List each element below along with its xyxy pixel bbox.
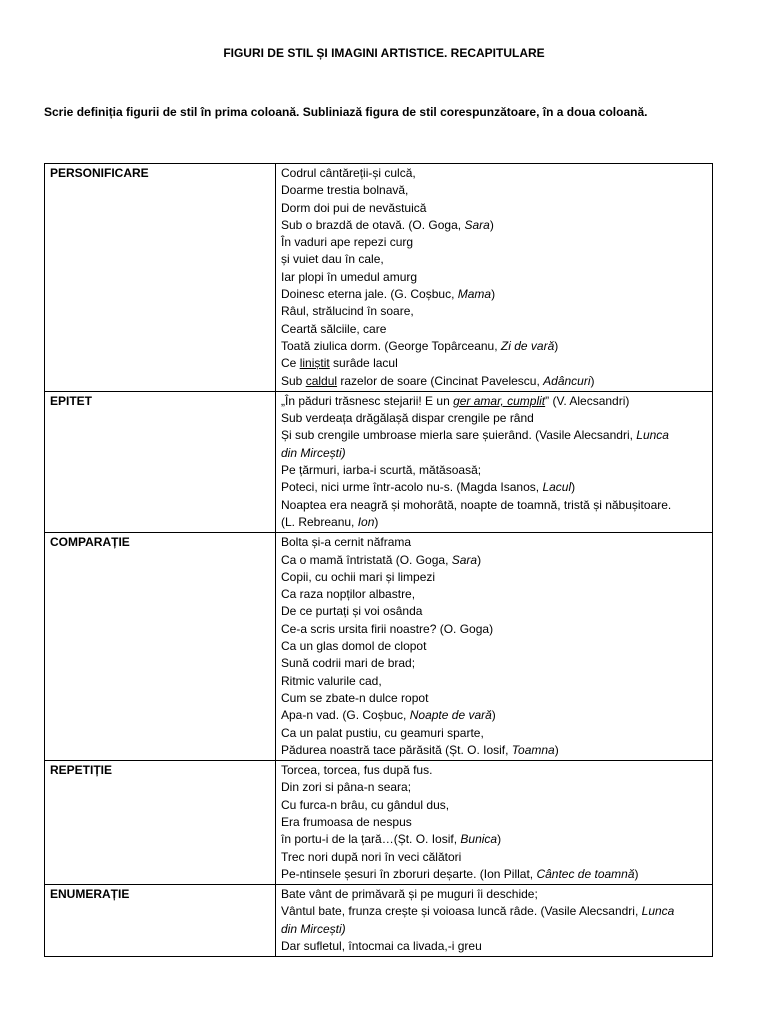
text-segment: De ce purtați și voi osânda xyxy=(281,604,423,619)
text-segment: ) xyxy=(489,217,494,232)
table-row xyxy=(45,164,713,392)
examples-cell xyxy=(276,391,713,532)
text-segment: Doinesc eterna jale. (G. Coșbuc, xyxy=(281,287,458,302)
example-line xyxy=(281,355,707,372)
example-line xyxy=(281,393,707,410)
styled-segment: Toamna xyxy=(511,742,555,757)
styled-segment: Adâncuri xyxy=(543,373,591,388)
text-segment: Codrul cântăreții-și culcă, xyxy=(281,166,416,180)
figures-table xyxy=(44,163,713,957)
example-line xyxy=(281,742,707,759)
text-segment: Sub xyxy=(281,373,306,388)
example-line xyxy=(281,814,707,831)
example-line xyxy=(281,338,707,355)
examples-cell xyxy=(276,164,713,392)
example-line xyxy=(281,797,707,814)
example-line xyxy=(281,725,707,742)
figure-term: EPITET xyxy=(45,391,276,532)
text-segment: Trec nori după nori în veci călători xyxy=(281,849,462,864)
text-segment: În vaduri ape repezi curg xyxy=(281,235,414,250)
example-line xyxy=(281,200,707,217)
example-line xyxy=(281,182,707,199)
example-line xyxy=(281,938,707,955)
example-line xyxy=(281,269,707,286)
example-line xyxy=(281,921,707,938)
example-line xyxy=(281,586,707,603)
text-segment: Doarme trestia bolnavă, xyxy=(281,183,409,198)
example-line xyxy=(281,462,707,479)
example-line xyxy=(281,886,707,903)
text-segment: Cum se zbate-n dulce ropot xyxy=(281,690,429,705)
text-segment: Toată ziulica dorm. (George Topârceanu, xyxy=(281,338,501,353)
example-line xyxy=(281,234,707,251)
figure-term: REPETIȚIE xyxy=(45,761,276,885)
instruction-text: Scrie definiția figurii de stil în prima coloană. Subliniază figura de stil corespunzătoare, în a doua coloană. xyxy=(44,105,648,119)
text-segment: (L. Rebreanu, xyxy=(281,514,358,529)
text-segment: Pe țărmuri, iarba-i scurtă, mătăsoasă; xyxy=(281,463,482,478)
styled-segment: Noapte de vară xyxy=(409,708,492,723)
text-segment: ) xyxy=(491,287,496,302)
text-segment: Noaptea era neagră și mohorâtă, noapte de toamnă, tristă și năbușitoare. xyxy=(281,497,672,512)
example-line xyxy=(281,569,707,586)
text-segment: ) xyxy=(571,480,576,495)
example-line xyxy=(281,849,707,866)
figure-term: COMPARAȚIE xyxy=(45,533,276,761)
styled-segment: caldul xyxy=(305,373,338,388)
text-segment: ) xyxy=(590,373,595,388)
example-line xyxy=(281,603,707,620)
examples-cell xyxy=(276,885,713,957)
text-segment: Ca un glas domol de clopot xyxy=(281,639,427,654)
text-segment: și vuiet dau în cale, xyxy=(281,252,384,267)
example-line xyxy=(281,534,707,551)
text-segment: Ca un palat pustiu, cu geamuri sparte, xyxy=(281,725,484,740)
styled-segment: Mama xyxy=(457,287,492,302)
text-segment: Torcea, torcea, fus după fus. xyxy=(281,763,433,778)
styled-segment: ger amar, cumplit xyxy=(453,393,546,408)
text-segment: Dorm doi pui de nevăstuică xyxy=(281,200,427,215)
text-segment: surâde lacul xyxy=(329,356,398,371)
styled-segment: din Mircești) xyxy=(281,921,346,936)
example-line xyxy=(281,165,707,182)
text-segment: Sună codrii mari de brad; xyxy=(281,656,416,671)
text-segment: Iar plopi în umedul amurg xyxy=(281,269,418,284)
styled-segment: Lunca xyxy=(636,428,669,443)
example-line xyxy=(281,655,707,672)
styled-segment: Bunica xyxy=(460,832,498,847)
text-segment: ) xyxy=(477,552,482,567)
text-segment: ) xyxy=(554,742,559,757)
example-line xyxy=(281,217,707,234)
example-line xyxy=(281,373,707,390)
text-segment: Sub verdeața drăgălașă dispar crengile pe rând xyxy=(281,411,534,426)
text-segment: Copii, cu ochii mari și limpezi xyxy=(281,569,436,584)
example-line xyxy=(281,903,707,920)
styled-segment: Sara xyxy=(464,217,490,232)
styled-segment: Cântec de toamnă xyxy=(536,866,635,881)
example-line xyxy=(281,831,707,848)
example-line xyxy=(281,427,707,444)
examples-cell xyxy=(276,533,713,761)
text-segment: Din zori si pâna-n seara; xyxy=(281,780,412,795)
text-segment: Ce-a scris ursita firii noastre? (O. Goga) xyxy=(281,621,494,636)
text-segment: ) xyxy=(634,866,639,881)
text-segment: Râul, strălucind în soare, xyxy=(281,304,414,319)
example-line xyxy=(281,779,707,796)
example-line xyxy=(281,673,707,690)
example-line xyxy=(281,410,707,427)
example-line xyxy=(281,497,707,514)
example-line xyxy=(281,762,707,779)
examples-cell xyxy=(276,761,713,885)
example-line xyxy=(281,514,707,531)
text-segment: Cu furca-n brâu, cu gândul dus, xyxy=(281,797,450,812)
text-segment: Ritmic valurile cad, xyxy=(281,673,382,688)
example-line xyxy=(281,621,707,638)
text-segment: Și sub crengile umbroase mierla sare șuierând. (Vasile Alecsandri, xyxy=(281,428,637,443)
example-line xyxy=(281,286,707,303)
text-segment: în portu-i de la țară…(Șt. O. Iosif, xyxy=(281,832,461,847)
text-segment: Apa-n vad. (G. Coșbuc, xyxy=(281,708,410,723)
page-title: FIGURI DE STIL ȘI IMAGINI ARTISTICE. RECAPITULARE xyxy=(223,46,545,60)
example-line xyxy=(281,303,707,320)
table-row xyxy=(45,391,713,532)
styled-segment: Sara xyxy=(451,552,478,567)
text-segment: Vântul bate, frunza crește și voioasa luncă râde. (Vasile Alecsandri, xyxy=(281,904,642,919)
text-segment: Dar sufletul, întocmai ca livada,-i greu xyxy=(281,939,482,954)
example-line xyxy=(281,445,707,462)
text-segment: Ca raza nopților albastre, xyxy=(281,587,416,602)
text-segment: Sub o brazdă de otavă. (O. Goga, xyxy=(281,217,465,232)
text-segment: Bolta și-a cernit năframa xyxy=(281,535,412,550)
figure-term: PERSONIFICARE xyxy=(45,164,276,392)
text-segment: Ce xyxy=(281,356,300,371)
text-segment: razelor de soare (Cincinat Pavelescu, xyxy=(337,373,544,388)
text-segment: ” (V. Alecsandri) xyxy=(545,393,630,408)
example-line xyxy=(281,321,707,338)
text-segment: ) xyxy=(554,338,559,353)
styled-segment: Zi de vară xyxy=(500,338,555,353)
example-line xyxy=(281,251,707,268)
table-row xyxy=(45,761,713,885)
example-line xyxy=(281,866,707,883)
styled-segment: Lacul xyxy=(542,480,572,495)
example-line xyxy=(281,707,707,724)
text-segment: Era frumoasa de nespus xyxy=(281,814,412,829)
text-segment: ) xyxy=(497,832,502,847)
styled-segment: din Mircești) xyxy=(281,445,346,460)
example-line xyxy=(281,638,707,655)
text-segment: Ca o mamă întristată (O. Goga, xyxy=(281,552,452,567)
example-line xyxy=(281,690,707,707)
example-line xyxy=(281,552,707,569)
text-segment: Pe-ntinsele șesuri în zboruri deșarte. (Ion Pillat, xyxy=(281,866,537,881)
text-segment: Poteci, nici urme într-acolo nu-s. (Magda Isanos, xyxy=(281,480,543,495)
text-segment: Bate vânt de primăvară și pe muguri îi deschide; xyxy=(281,887,538,902)
styled-segment: Lunca xyxy=(641,904,675,919)
example-line xyxy=(281,479,707,496)
text-segment: „În păduri trăsnesc stejarii! E un xyxy=(281,393,454,408)
styled-segment: Ion xyxy=(357,514,375,529)
text-segment: ) xyxy=(374,514,379,529)
text-segment: ) xyxy=(491,708,496,723)
text-segment: Pădurea noastră tace părăsită (Șt. O. Iosif, xyxy=(281,742,512,757)
styled-segment: liniștit xyxy=(299,356,330,371)
text-segment: Ceartă sălciile, care xyxy=(281,321,387,336)
table-row xyxy=(45,885,713,957)
table-row xyxy=(45,533,713,761)
figure-term: ENUMERAȚIE xyxy=(45,885,276,957)
